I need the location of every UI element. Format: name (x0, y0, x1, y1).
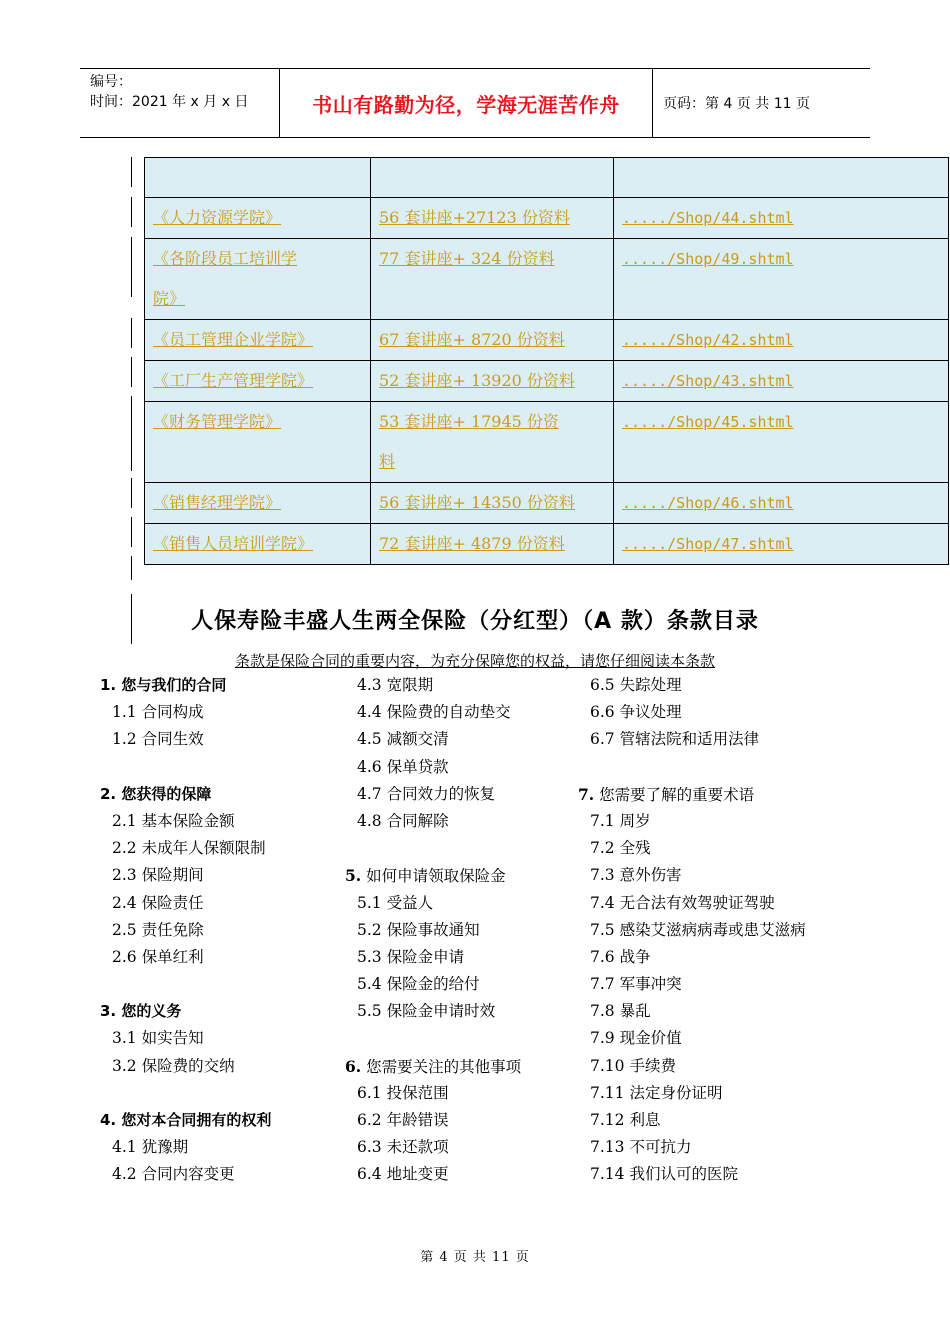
college-link[interactable]: 《各阶段员工培训学 (153, 249, 298, 268)
college-desc-link[interactable]: 72 套讲座+ 4879 份资料 (379, 534, 565, 553)
table-row (145, 320, 949, 361)
toc-item: 7.5 感染艾滋病病毒或患艾滋病 (590, 920, 806, 939)
toc-item: 4.5 减额交清 (357, 730, 449, 749)
toc-item: 5.5 保险金申请时效 (357, 1002, 496, 1021)
table-row (145, 239, 949, 320)
toc-item: 6.6 争议处理 (590, 703, 682, 722)
margin-bar (131, 197, 132, 227)
header-motto: 书山有路勤为径，学海无涯苦作舟 (280, 69, 653, 137)
toc-item: 7.9 现金价值 (590, 1029, 682, 1048)
toc-item: 5.1 受益人 (357, 893, 434, 912)
toc-item: 6.7 管辖法院和适用法律 (590, 730, 760, 749)
toc-item: 7.1 周岁 (590, 811, 651, 830)
toc-item: 5.2 保险事故通知 (357, 920, 480, 939)
toc-item: 7.14 我们认可的医院 (590, 1165, 738, 1184)
toc-item: 4.3 宽限期 (357, 676, 434, 694)
college-desc-link[interactable]: 52 套讲座+ 13920 份资料 (379, 371, 575, 390)
document-number-label: 编号： (90, 74, 132, 90)
table-cell (371, 158, 614, 198)
toc-column-2 (345, 672, 521, 1189)
table-row (145, 483, 949, 524)
toc-section-heading: 3. 您的义务 (100, 1002, 182, 1021)
toc-item: 6.5 失踪处理 (590, 676, 682, 694)
toc-item: 1.1 合同构成 (112, 703, 204, 722)
toc-item: 7.11 法定身份证明 (590, 1083, 723, 1102)
toc-item: 7.10 手续费 (590, 1056, 676, 1075)
toc-item: 4.6 保单贷款 (357, 757, 449, 776)
toc-item: 3.1 如实告知 (112, 1029, 204, 1048)
toc-item: 7.12 利息 (590, 1111, 661, 1129)
toc-item: 5.3 保险金申请 (357, 947, 465, 966)
college-url-link[interactable]: ...../Shop/43.shtml (622, 372, 794, 390)
margin-bar (131, 478, 132, 508)
toc-item: 7.4 无合法有效驾驶证驾驶 (590, 893, 775, 912)
toc-column-1 (100, 672, 271, 1189)
college-desc-link[interactable]: 67 套讲座+ 8720 份资料 (379, 330, 565, 349)
college-url-link[interactable]: ...../Shop/46.shtml (622, 494, 794, 512)
toc-section-heading: 2. 您获得的保障 (100, 784, 212, 803)
toc-section-heading (578, 781, 806, 808)
toc-item: 7.2 全残 (590, 839, 651, 858)
college-link[interactable]: 《员工管理企业学院》 (153, 330, 314, 349)
document-time-label: 时间：2021 年 x 月 x 日 (90, 94, 249, 110)
table-row (145, 198, 949, 239)
toc-item: 7.6 战争 (590, 947, 651, 966)
toc-item: 2.1 基本保险金额 (112, 811, 235, 830)
toc-section-heading: 1. 您与我们的合同 (100, 676, 227, 694)
document-title: 人保寿险丰盛人生两全保险（分红型）（A 款）条款目录 (191, 609, 759, 634)
toc-item: 6.1 投保范围 (357, 1083, 449, 1102)
toc-item: 7.8 暴乱 (590, 1002, 651, 1021)
toc-item: 4.2 合同内容变更 (112, 1165, 235, 1184)
college-url-link[interactable]: ...../Shop/47.shtml (622, 535, 794, 553)
toc-item: 7.13 不可抗力 (590, 1138, 692, 1157)
header-meta (80, 69, 280, 137)
toc-section-text: 如何申请领取保险金 (361, 867, 506, 886)
toc-item: 2.6 保单红利 (112, 947, 204, 966)
toc-item: 2.3 保险期间 (112, 866, 204, 885)
college-desc-link[interactable]: 56 套讲座+ 14350 份资料 (379, 493, 575, 512)
toc-item: 7.3 意外伤害 (590, 866, 682, 885)
college-url-link[interactable]: ...../Shop/42.shtml (622, 331, 794, 349)
header-page-label: 页码：第 4 页 共 11 页 (663, 96, 810, 112)
toc-item: 5.4 保险金的给付 (357, 975, 480, 994)
toc-section-number: 6. (345, 1056, 362, 1076)
margin-bar (131, 396, 132, 471)
toc-section-heading (345, 862, 521, 889)
page-footer: 第 4 页 共 11 页 (420, 1250, 530, 1265)
college-desc-link[interactable]: 53 套讲座+ 17945 份资 (379, 412, 559, 431)
toc-item: 2.2 未成年人保额限制 (112, 839, 266, 858)
table-cell (145, 158, 371, 198)
college-link[interactable]: 《销售人员培训学院》 (153, 534, 314, 553)
college-url-link[interactable]: ...../Shop/45.shtml (622, 413, 794, 431)
college-desc-link[interactable]: 56 套讲座+27123 份资料 (379, 208, 570, 227)
college-links-table (144, 157, 949, 565)
toc-item: 7.7 军事冲突 (590, 975, 682, 994)
table-row (145, 158, 949, 198)
college-desc-link[interactable]: 料 (379, 452, 396, 471)
table-cell (614, 158, 949, 198)
toc-section-text: 您需要关注的其他事项 (361, 1057, 522, 1076)
college-link[interactable]: 《人力资源学院》 (153, 208, 282, 227)
margin-bar (131, 556, 132, 580)
table-row (145, 361, 949, 402)
toc-section-number: 5. (345, 866, 362, 886)
toc-column-3 (578, 672, 806, 1189)
college-url-link[interactable]: ...../Shop/44.shtml (622, 209, 794, 227)
toc-section-number: 7. (578, 784, 595, 804)
margin-bar (131, 318, 132, 348)
toc-item: 3.2 保险费的交纳 (112, 1056, 235, 1075)
toc-item: 4.1 犹豫期 (112, 1138, 189, 1157)
college-link[interactable]: 《工厂生产管理学院》 (153, 371, 314, 390)
toc-section-heading: 4. 您对本合同拥有的权利 (100, 1111, 272, 1129)
margin-bar (131, 517, 132, 547)
table-row (145, 524, 949, 565)
toc-item: 4.8 合同解除 (357, 811, 449, 830)
toc-item: 6.3 未还款项 (357, 1138, 449, 1157)
document-subtitle: 条款是保险合同的重要内容，为充分保障您的权益，请您仔细阅读本条款 (234, 652, 715, 670)
college-url-link[interactable]: ...../Shop/49.shtml (622, 250, 794, 268)
toc-item: 6.2 年龄错误 (357, 1111, 449, 1129)
toc-section-text: 您需要了解的重要术语 (594, 785, 755, 804)
toc-item: 4.7 合同效力的恢复 (357, 784, 496, 803)
toc-item: 6.4 地址变更 (357, 1165, 449, 1184)
margin-bar (131, 157, 132, 187)
college-desc-link[interactable]: 77 套讲座+ 324 份资料 (379, 249, 555, 268)
table-row (145, 402, 949, 483)
toc-item: 2.4 保险责任 (112, 893, 204, 912)
college-link[interactable]: 院》 (153, 289, 186, 308)
college-link[interactable]: 《财务管理学院》 (153, 412, 282, 431)
margin-bar (131, 237, 132, 297)
toc-item: 2.5 责任免除 (112, 920, 204, 939)
college-link[interactable]: 《销售经理学院》 (153, 493, 282, 512)
toc-item: 1.2 合同生效 (112, 730, 204, 749)
toc-item: 4.4 保险费的自动垫交 (357, 703, 511, 722)
toc-section-heading (345, 1053, 521, 1080)
page-header (80, 68, 870, 138)
margin-bar (131, 357, 132, 387)
